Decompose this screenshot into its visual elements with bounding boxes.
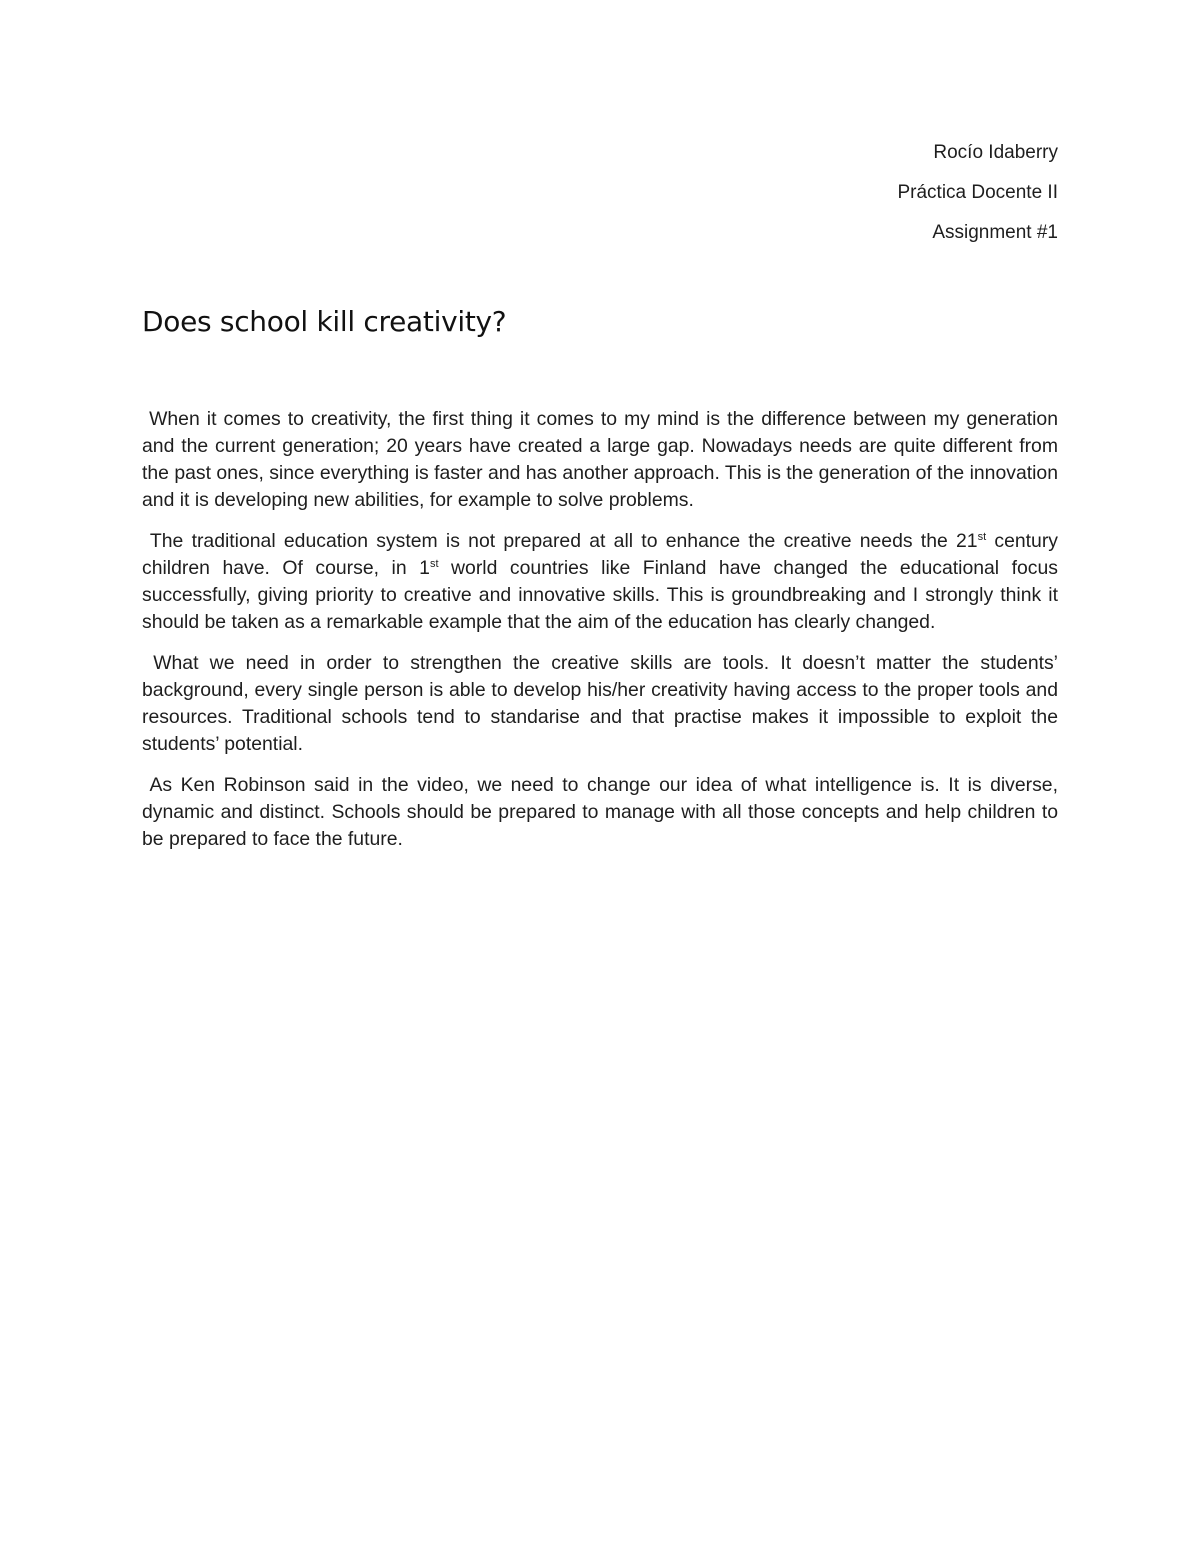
document-header [897,140,1058,260]
superscript-st-1: st [977,531,987,543]
paragraph-2-text-b: century children have. Of course, in 1 [142,530,1058,579]
document-title: Does school kill creativity? [142,305,507,338]
paragraph-3 [142,650,1058,758]
paragraph-1-text: When it comes to creativity, the first thing it comes to my mind is the difference between my generation and the current generation; 20 years have created a large gap. Nowadays needs are quite different from the past ones, since everything is faster and has another approach. This is the generation of the innovation and it is developing new abilities, for example to solve problems. [142,408,1059,511]
author-name: Rocío Idaberry [933,142,1058,163]
course-name: Práctica Docente II [897,182,1058,203]
superscript-st-2: st [429,558,439,570]
document-body [142,406,1058,867]
paragraph-1 [142,406,1058,514]
paragraph-4-text: As Ken Robinson said in the video, we need to change our idea of what intelligence is. It is diverse, dynamic and distinct. Schools should be prepared to manage with all those concepts and help children to be prepared to face the future. [142,774,1058,850]
paragraph-2-text-a: The traditional education system is not prepared at all to enhance the creative needs the 21 [149,530,978,552]
paragraph-2-text-c: world countries like Finland have changed the educational focus successfully, giving priority to creative and innovative skills. This is groundbreaking and I strongly think it should be taken as a remarkable example that the aim of the education has clearly changed. [142,557,1058,633]
assignment-number: Assignment #1 [932,222,1058,243]
paragraph-2 [142,528,1058,636]
paragraph-3-text: What we need in order to strengthen the creative skills are tools. It doesn’t matter the students’ background, every single person is able to develop his/her creativity having access to the proper tools and resources. Traditional schools tend to standarise and that practise makes it impossible to exploit the students’ potential. [142,652,1058,755]
paragraph-4 [142,772,1058,853]
